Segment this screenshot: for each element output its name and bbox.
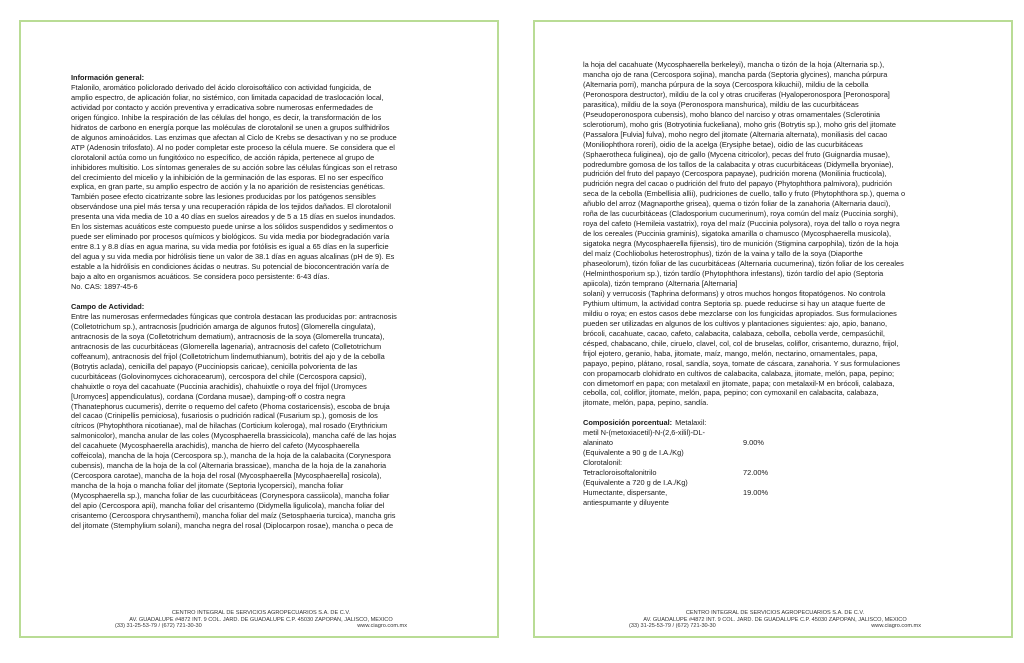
activity-line: césped, chabacano, chile, ciruelo, clavel, col, col de bruselas, coliflor, crisantemo, durazno, frijol, — [583, 338, 899, 348]
activity-line: cebolla, col, coliflor, jitomate, melón, papa, pepino; con cymoxanil en calabacita, calabaza, — [583, 388, 879, 398]
general-info-line: de algunos aminoácidos. Las enzimas que afectan al Ciclo de Krebs se desactivan y no se produce — [71, 132, 397, 142]
composition-value: 72.00% — [743, 468, 769, 478]
composition-label: (Equivalente a 720 g de I.A./Kg) — [583, 478, 688, 488]
footer-contact-row — [565, 623, 985, 630]
left-footer — [51, 610, 471, 630]
composition-title-row — [583, 418, 969, 428]
activity-line: con dimetomorf en papa; con metalaxil en jitomate, papa; con metalaxil-M en brócoli, calabaza, — [583, 378, 895, 388]
composition-label: Clorotalonil: — [583, 458, 623, 468]
activity-line: mancha ojo de rana (Cercospora sojina), mancha parda (Septoria glycines), mancha púrpura — [583, 69, 888, 79]
activity-line: brócoli, cacahuate, cacao, cafeto, calabacita, calabaza, cebolla, cebolla verde, cempasúchil, — [583, 328, 885, 338]
general-info-line: bajo a alto en organismos acuáticos. Se considera poco persistente: 6-43 días. — [71, 272, 330, 282]
activity-text-right — [583, 60, 969, 408]
activity-line: (Moniliophthora roreri), oidio de la acelga (Erysiphe betae), oidio de las cucurbitáceas — [583, 139, 863, 149]
composition-label: (Equivalente a 90 g de I.A./Kg) — [583, 448, 684, 458]
general-info-line: del agua y su vida media por hidrólisis tiene un valor de 38.1 días en aguas alcalinas (pH de 9). Es — [71, 252, 395, 262]
composition-label: Tetracloroisoftalonitrilo — [583, 468, 657, 478]
composition-value — [743, 428, 803, 438]
composition-label: metil N-(metoxiacetil)-N-(2,6-xilil)-DL- — [583, 428, 705, 438]
general-info-line: hidratos de carbono en energía porque las moléculas de clorotalonil se unen a grupos sulfhidrilos — [71, 122, 390, 132]
activity-line: roña de las cucurbitáceas (Cladosporium cucumerinum), roya común del maíz (Puccinia sorghi), — [583, 209, 899, 219]
composition-label: antiespumante y diluyente — [583, 497, 669, 507]
activity-line: mildiu o roya; en estos casos debe mezclarse con los fungicidas apropiados. Sus formulaciones — [583, 308, 897, 318]
composition-row — [583, 428, 969, 438]
activity-line: pueden ser utilizadas en algunos de los cultivos y plantaciones siguientes: ajo, apio, banano, — [583, 318, 888, 328]
activity-line: coffeanum), antracnosis del frijol (Colletotrichum lindemuthianum), botritis del ajo y de la cebolla — [71, 351, 385, 361]
activity-line: (Passalora [Fulvia] fulva), moho negro del jitomate (Alternaria alternata), moniliasis del cacao — [583, 129, 888, 139]
composition-row — [583, 468, 969, 478]
activity-line: del maíz (Cochliobolus heterostrophus), tizón de la vaina y tallo de la soya (Diaporthe — [583, 249, 863, 259]
activity-line: cucurbitáceas (Golovinomyces cichoracearum), cercospora del chile (Cercospora capsici), — [71, 371, 367, 381]
activity-line: del cacahuete (Mycosphaerella arachidis), mancha de hierro del cafeto (Mycosphaerella — [71, 441, 360, 451]
activity-line: de los cereales (Puccinia graminis), sigatoka amarilla o chamusco (Mycosphaerella musicola), — [583, 229, 892, 239]
general-info-line: No. CAS: 1897-45-6 — [71, 282, 138, 292]
activity-line: mancha de la hoja o mancha foliar del jitomate (Septoria lycopersici), mancha foliar — [71, 481, 344, 491]
activity-line: (Cercospora carotae), mancha de la hoja del rosal (Mycosphaerella [Mycosphaerella] rosicola), — [71, 471, 382, 481]
general-info-line: observándose una piel más tersa y una recuperación rápida de los tejidos dañados. El clorotalonil — [71, 202, 392, 212]
activity-line: coffeicola), mancha de la hoja (Cercospora sp.), mancha de la hoja de la calabacita (Corynespora — [71, 451, 391, 461]
activity-line: (Helminthosporium sp.), tizón tardío (Phytophthora infestans), tizón tardío del apio (Septoria — [583, 269, 884, 279]
general-info-line: También posee efecto cicatrizante sobre las lesiones producidas por los patógenos sensibles — [71, 192, 376, 202]
activity-line: roya del cafeto (Hemileia vastatrix), roya del maíz (Puccinia polysora), roya del tallo o roya negra — [583, 219, 900, 229]
activity-line: podredumbre gomosa de los tallos de la calabacita y otras cucurbitáceas (Didymella bryoniae), — [583, 159, 894, 169]
composition-value: 19.00% — [743, 488, 769, 498]
composition-label: alaninato — [583, 438, 613, 448]
activity-line: (Botrytis aclada), cenicilla del papayo (Pucciniopsis caricae), cenicilla polvorienta de las — [71, 361, 358, 371]
activity-line: pudrición negra del cacao o pudrición del fruto del papayo (Phytophthora palmivora), pudrición — [583, 179, 892, 189]
general-info-line: entre 8.1 y 8.8 días en agua marina, su vida media por fotólisis es igual a 65 días en la superficie — [71, 242, 389, 252]
general-info-line: Ftalonilo, aromático policlorado derivado del ácido cloroisoftálico con actividad fungicida, de — [71, 82, 372, 92]
activity-line: pudrición del fruto del papayo (Cercospora papayae), pudrición morena (Monilinia fructicola), — [583, 169, 887, 179]
activity-line: jitomate, melón, papa, pepino, sandía. — [583, 398, 709, 408]
activity-line: frijol ejotero, geranio, haba, jitomate, maíz, mango, melón, nectarino, ornamentales, papa, — [583, 348, 878, 358]
activity-line: salmonicolor), mancha anular de las coles (Mycosphaerella brassicicola), mancha café de las hojas — [71, 431, 397, 441]
general-info-line: origen fúngico. Inhibe la respiración de las células del hongo, es decir, la transformación de los — [71, 112, 382, 122]
footer-web[interactable]: www.ciagro.com.mx — [871, 623, 921, 630]
activity-line: Entre las numerosas enfermedades fúngicas que controla destacan las producidas por: antracnosis — [71, 311, 397, 321]
section-gap — [583, 408, 969, 418]
left-page-content — [71, 73, 451, 531]
general-info-line: puede ser eliminado por procesos químicos y biológicos. Su vida media por biodegradación varía — [71, 232, 390, 242]
footer-address: AV. GUADALUPE #4872 INT. 9 COL. JARD. DE GUADALUPE C.P. 45030 ZAPOPAN, JALISCO, MEXICO — [129, 616, 393, 623]
composition-row — [583, 498, 969, 508]
composition-value — [743, 478, 803, 488]
right-footer — [565, 610, 985, 630]
footer-contact-row — [51, 623, 471, 630]
activity-line: (Thanatephorus cucumeris), derrite o requemo del cafeto (Phoma costaricensis), escoba de bruja — [71, 401, 390, 411]
activity-line: papayo, pepino, plátano, rosal, sandía, soya, tomate de cáscara, zanahoria. Y sus formulaciones — [583, 358, 900, 368]
composition-row — [583, 478, 969, 488]
activity-line: antracnosis de la soya (Colletotrichum dematium), antracnosis de la soya (Glomerella truncata), — [71, 331, 385, 341]
footer-web[interactable]: www.ciagro.com.mx — [357, 623, 407, 630]
activity-text-left — [71, 312, 451, 531]
composition-value — [743, 448, 803, 458]
activity-line: sclerotiorum), moho gris (Botryotinia fuckeliana), moho gris (Botrytis sp.), moho gris del jitomate — [583, 119, 896, 129]
activity-line: del apio (Cercospora apii), mancha foliar del crisantemo (Didymella ligulicola), mancha foliar del — [71, 501, 385, 511]
general-info-line: estable a la hidrólisis en condiciones ácidas o neutras. Su potencial de bioconcentración varía de — [71, 262, 389, 272]
activity-line: (Mycosphaerella sp.), mancha foliar de las cucurbitáceas (Corynespora cassiicola), mancha foliar — [71, 491, 390, 501]
composition-row — [583, 438, 969, 448]
general-info-text — [71, 83, 451, 292]
general-info-line: actividad por contacto y acción preventiva y erradicativa sobre numerosas enfermedades de — [71, 102, 373, 112]
activity-line: (Pseudoperonospora cubensis), moho blanco del narciso y otras ornamentales (Sclerotinia — [583, 109, 881, 119]
composition-table — [583, 428, 969, 508]
activity-line: solani) y verrucosis (Taphrina deformans) y otros muchos hongos fitopatógenos. No controla — [583, 288, 886, 298]
activity-line: (Sphaerotheca fuliginea), ojo de gallo (Mycena citricolor), pecas del fruto (Guignardia musae), — [583, 149, 890, 159]
footer-company: CENTRO INTEGRAL DE SERVICIOS AGROPECUARIOS S.A. DE C.V. — [171, 610, 351, 616]
activity-line: crisantemo (Cercospora chrysanthemi), mancha foliar del maíz (Setosphaeria turcica), mancha gris — [71, 510, 396, 520]
composition-value — [743, 458, 803, 468]
activity-line: Pythium ultimum, la actividad contra Septoria sp. puede reducirse si hay un ataque fuerte de — [583, 298, 886, 308]
general-info-line: inhibidores multisitio. Los síntomas generales de su acción sobre las células fúngicas son el retraso — [71, 162, 398, 172]
activity-line: del jitomate (Stemphylium solani), mancha negra del rosal (Diplocarpon rosae), mancha o peca de — [71, 520, 394, 530]
general-info-line: clorotalonil actúa como un fungitóxico no específico, de acción rápida, pertenece al grupo de — [71, 152, 375, 162]
activity-line: cítricos (Phytophthora nicotianae), mal de hilachas (Corticium koleroga), mal rosado (Erythricium — [71, 421, 388, 431]
activity-heading: Campo de Actividad: — [71, 301, 145, 311]
activity-line: phaseolorum), tizón foliar de las cucurbitáceas (Alternaria cucumerina), tizón foliar de los cereales — [583, 259, 904, 269]
general-info-heading: Información general: — [71, 73, 145, 82]
activity-line: (Colletotrichum sp.), antracnosis [pudrición amarga de algunos frutos] (Glomerella cingulata), — [71, 321, 376, 331]
composition-row — [583, 448, 969, 458]
activity-line: con propamocarb clohidrato en cultivos de calabacita, calabaza, jitomate, melón, papa, pepino; — [583, 368, 895, 378]
general-info-line: del crecimiento del micelio y la inhibición de la germinación de las esporas. El no ser específico — [71, 172, 384, 182]
activity-line: chahuixtle o roya del cacahuate (Puccinia arachidis), chahuixtle o roya del frijol (Uromyces — [71, 381, 367, 391]
composition-title-suffix: Metalaxil: — [675, 418, 707, 428]
activity-line: apiicola), tizón temprano (Alternaria [Alternaria] — [583, 278, 738, 288]
section-gap — [71, 292, 451, 302]
activity-line: parasitica), mildiu de la soya (Peronospora manshurica), mildiu de las cucurbitáceas — [583, 99, 859, 109]
right-page-content — [583, 60, 969, 508]
activity-line: sigatoka negra (Mycosphaerella fijiensis), tiro de munición (Stigmina carpophila), tizón de la hoja — [583, 239, 899, 249]
activity-line: (Alternaria porri), mancha púrpura de la soya (Cercospora kikuchii), mildiu de la cebolla — [583, 79, 869, 89]
activity-line: antracnosis de las cucurbitáceas (Glomerella lagenaria), antracnosis del cafeto (Colletotrichum — [71, 341, 382, 351]
activity-line: del cacao (Crinipellis perniciosa), fusariosis o pudrición radical (Fusarium sp.), gomosis de los — [71, 411, 378, 421]
composition-title: Composición porcentual: — [583, 418, 673, 428]
general-info-line: En los sistemas acuáticos este compuesto puede unirse a los sólidos suspendidos y sedimentos o — [71, 222, 394, 232]
right-page — [533, 20, 1013, 638]
composition-value — [743, 498, 803, 508]
activity-line: añublo del arroz (Magnaporthe grisea), quema o tizón foliar de la zanahoria (Alternaria dauci), — [583, 199, 891, 209]
general-info-line: presenta una vida media de 10 a 40 días en suelos aireados y de 5 a 15 días en suelos inundados. — [71, 212, 396, 222]
footer-phones: (33) 31-25-53-79 / (672) 721-30-30 — [115, 623, 202, 630]
general-info-line: ATP (Adenosin trifosfato). Al no poder completar este proceso la célula muere. Se considera que el — [71, 142, 395, 152]
composition-row — [583, 488, 969, 498]
footer-phones: (33) 31-25-53-79 / (672) 721-30-30 — [629, 623, 716, 630]
left-page — [19, 20, 499, 638]
general-info-line: amplio espectro, de aplicación foliar, no sistémico, con limitada capacidad de traslocación local, — [71, 92, 384, 102]
composition-value: 9.00% — [743, 438, 764, 448]
activity-line: seca de la cebolla (Embellisia allii), pudriciones de cuello, tallo y fruto (Phytophthora sp.), quema o — [583, 189, 906, 199]
activity-line: (Peronospora destructor), mildiu de la col y otras cruciferas (Hyaloperonospora [Peronospora] — [583, 89, 890, 99]
activity-line: [Uromyces] appendiculatus), cordana (Cordana musae), damping-off o costra negra — [71, 391, 346, 401]
activity-line: la hoja del cacahuate (Mycosphaerella berkeleyi), mancha o tizón de la hoja (Alternaria sp.), — [583, 60, 885, 69]
general-info-line: explica, en gran parte, su amplio espectro de acción y la no aparición de resistencias genéticas. — [71, 182, 385, 192]
footer-company: CENTRO INTEGRAL DE SERVICIOS AGROPECUARIOS S.A. DE C.V. — [685, 610, 865, 616]
activity-line: cubensis), mancha de la hoja de la col (Alternaria brassicae), mancha de la hoja de la zanahoria — [71, 461, 387, 471]
footer-address: AV. GUADALUPE #4872 INT. 9 COL. JARD. DE GUADALUPE C.P. 45030 ZAPOPAN, JALISCO, MEXICO — [643, 616, 907, 623]
composition-label: Humectante, dispersante, — [583, 488, 668, 498]
composition-row — [583, 458, 969, 468]
